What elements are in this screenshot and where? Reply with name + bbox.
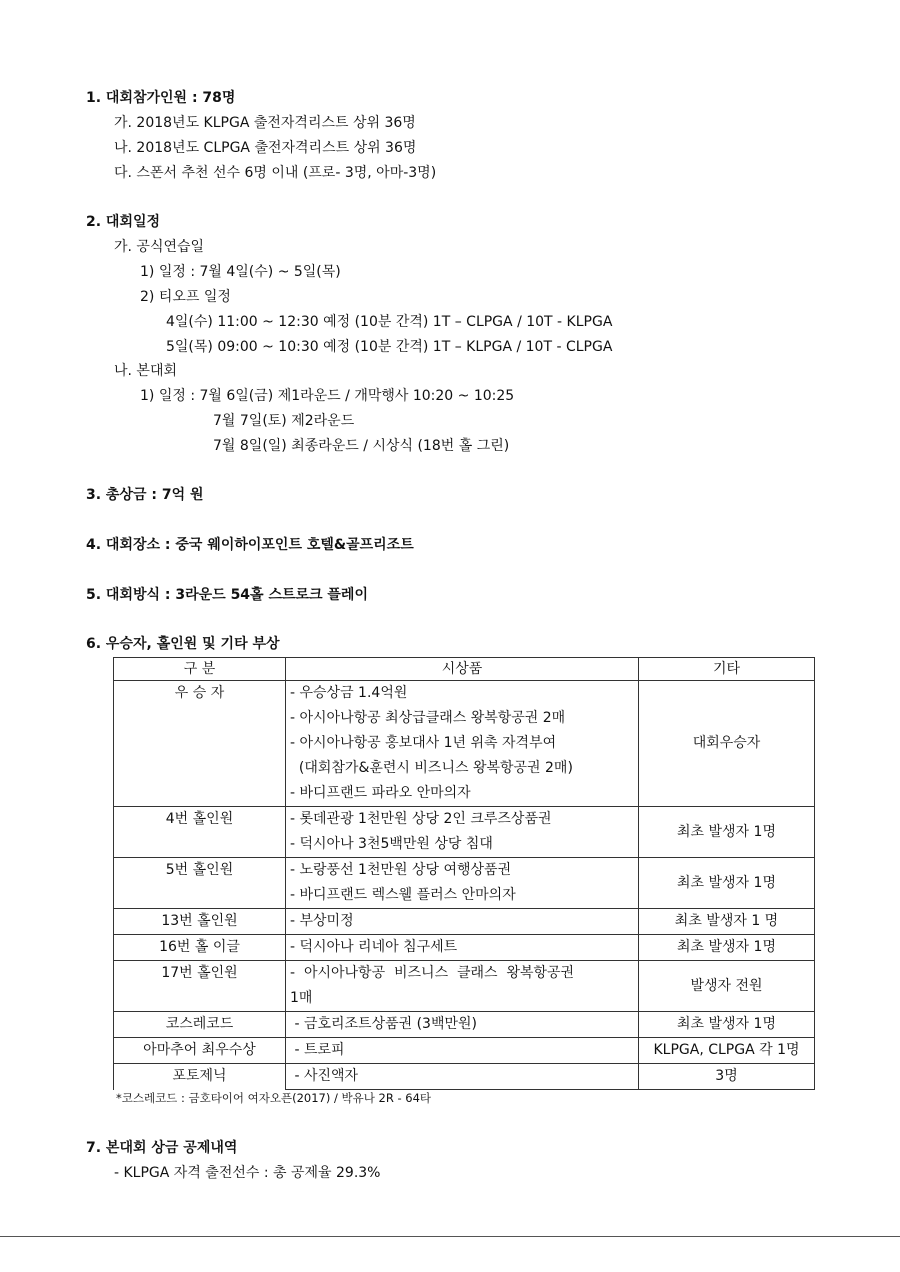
table-row	[114, 1064, 815, 1090]
teeoff-line-2: 5일(목) 09:00 ~ 10:30 예정 (10분 간격) 1T – KLPGA / 10T - CLPGA	[166, 339, 613, 355]
row-prizes	[286, 1038, 639, 1064]
table-row	[114, 858, 815, 909]
section-3-title: 3. 총상금 : 7억 원	[86, 487, 204, 503]
row-prizes	[286, 681, 639, 807]
table-row	[114, 807, 815, 858]
section-7-item-a: - KLPGA 자격 출전선수 : 총 공제율 29.3%	[114, 1165, 381, 1181]
prize-line: - 덕시아나 리네아 침구세트	[290, 939, 458, 955]
page-bottom-divider	[0, 1236, 900, 1237]
row-prizes	[286, 909, 639, 935]
row-category: 아마추어 최우수상	[114, 1038, 286, 1064]
table-row	[114, 909, 815, 935]
header-etc: 기타	[639, 658, 815, 681]
main-schedule-line-1: 1) 일정 : 7월 6일(금) 제1라운드 / 개막행사 10:20 ~ 10:25	[140, 388, 515, 404]
row-prizes	[286, 1064, 639, 1090]
prize-line: - 노랑풍선 1천만원 상당 여행상품권	[290, 862, 512, 878]
prize-line: - 우승상금 1.4억원	[290, 685, 408, 701]
row-category: 포토제닉	[114, 1064, 286, 1090]
section-2-title: 2. 대회일정	[86, 214, 161, 230]
prize-line: - 부상미정	[290, 913, 354, 929]
prize-line: - 아시아나항공 최상급클래스 왕복항공권 2매	[290, 710, 566, 726]
row-etc: 최초 발생자 1명	[639, 858, 815, 909]
teeoff-line-1: 4일(수) 11:00 ~ 12:30 예정 (10분 간격) 1T – CLPGA / 10T - KLPGA	[166, 314, 613, 330]
section-6-title: 6. 우승자, 홀인원 및 기타 부상	[86, 636, 280, 652]
row-prizes	[286, 935, 639, 961]
section-2-item-a: 가. 공식연습일	[114, 239, 205, 255]
row-category: 코스레코드	[114, 1012, 286, 1038]
row-etc: 최초 발생자 1명	[639, 1012, 815, 1038]
row-prizes	[286, 858, 639, 909]
prize-line: - 금호리조트상품권 (3백만원)	[290, 1016, 477, 1032]
section-5-title: 5. 대회방식 : 3라운드 54홀 스트로크 플레이	[86, 587, 368, 603]
prize-line: - 사진액자	[290, 1068, 359, 1084]
table-row	[114, 681, 815, 807]
prize-table	[113, 657, 815, 1090]
header-category: 구 분	[114, 658, 286, 681]
table-row	[114, 1038, 815, 1064]
section-1-item-a: 가. 2018년도 KLPGA 출전자격리스트 상위 36명	[114, 115, 416, 131]
section-2-item-a2: 2) 티오프 일정	[140, 289, 231, 305]
row-etc: 발생자 전원	[639, 961, 815, 1012]
row-prizes	[286, 807, 639, 858]
main-schedule-line-3: 7월 8일(일) 최종라운드 / 시상식 (18번 홀 그린)	[213, 438, 510, 454]
table-header-row	[114, 658, 815, 681]
section-1-title: 1. 대회참가인원 : 78명	[86, 90, 236, 106]
prize-line: - 아시아나항공 홍보대사 1년 위촉 자격부여	[290, 735, 557, 751]
table-row	[114, 1012, 815, 1038]
prize-line: 1매	[290, 990, 313, 1006]
row-etc: 최초 발생자 1명	[639, 807, 815, 858]
section-2-item-a1: 1) 일정 : 7월 4일(수) ~ 5일(목)	[140, 264, 341, 280]
table-row	[114, 935, 815, 961]
row-category: 5번 홀인원	[114, 858, 286, 909]
row-category: 우 승 자	[114, 681, 286, 807]
prize-line: - 덕시아나 3천5백만원 상당 침대	[290, 836, 493, 852]
section-1-item-c: 다. 스폰서 추천 선수 6명 이내 (프로- 3명, 아마-3명)	[114, 165, 437, 181]
header-prizes: 시상품	[286, 658, 639, 681]
row-prizes	[286, 961, 639, 1012]
prize-line: - 롯데관광 1천만원 상당 2인 크루즈상품권	[290, 811, 552, 827]
row-category: 16번 홀 이글	[114, 935, 286, 961]
row-etc: 최초 발생자 1명	[639, 935, 815, 961]
prize-line: - 아시아나항공 비즈니스 클래스 왕복항공권	[290, 965, 575, 981]
row-category: 13번 홀인원	[114, 909, 286, 935]
prize-line: (대회참가&훈련시 비즈니스 왕복항공권 2매)	[290, 760, 573, 776]
row-prizes	[286, 1012, 639, 1038]
main-schedule-line-2: 7월 7일(토) 제2라운드	[213, 413, 355, 429]
section-1-item-b: 나. 2018년도 CLPGA 출전자격리스트 상위 36명	[114, 140, 417, 156]
prize-line: - 바디프랜드 파라오 안마의자	[290, 785, 471, 801]
section-4-title: 4. 대회장소 : 중국 웨이하이포인트 호텔&골프리조트	[86, 537, 414, 553]
course-record-note: *코스레코드 : 금호타이어 여자오픈(2017) / 박유나 2R - 64타	[116, 1091, 432, 1105]
section-2-item-b: 나. 본대회	[114, 363, 177, 379]
table-row	[114, 961, 815, 1012]
row-etc: 최초 발생자 1 명	[639, 909, 815, 935]
prize-line: - 바디프랜드 렉스웰 플러스 안마의자	[290, 887, 516, 903]
row-category: 17번 홀인원	[114, 961, 286, 1012]
section-7-title: 7. 본대회 상금 공제내역	[86, 1140, 238, 1156]
row-category: 4번 홀인원	[114, 807, 286, 858]
prize-line: - 트로피	[290, 1042, 345, 1058]
row-etc: 대회우승자	[639, 681, 815, 807]
row-etc: 3명	[639, 1064, 815, 1090]
row-etc: KLPGA, CLPGA 각 1명	[639, 1038, 815, 1064]
